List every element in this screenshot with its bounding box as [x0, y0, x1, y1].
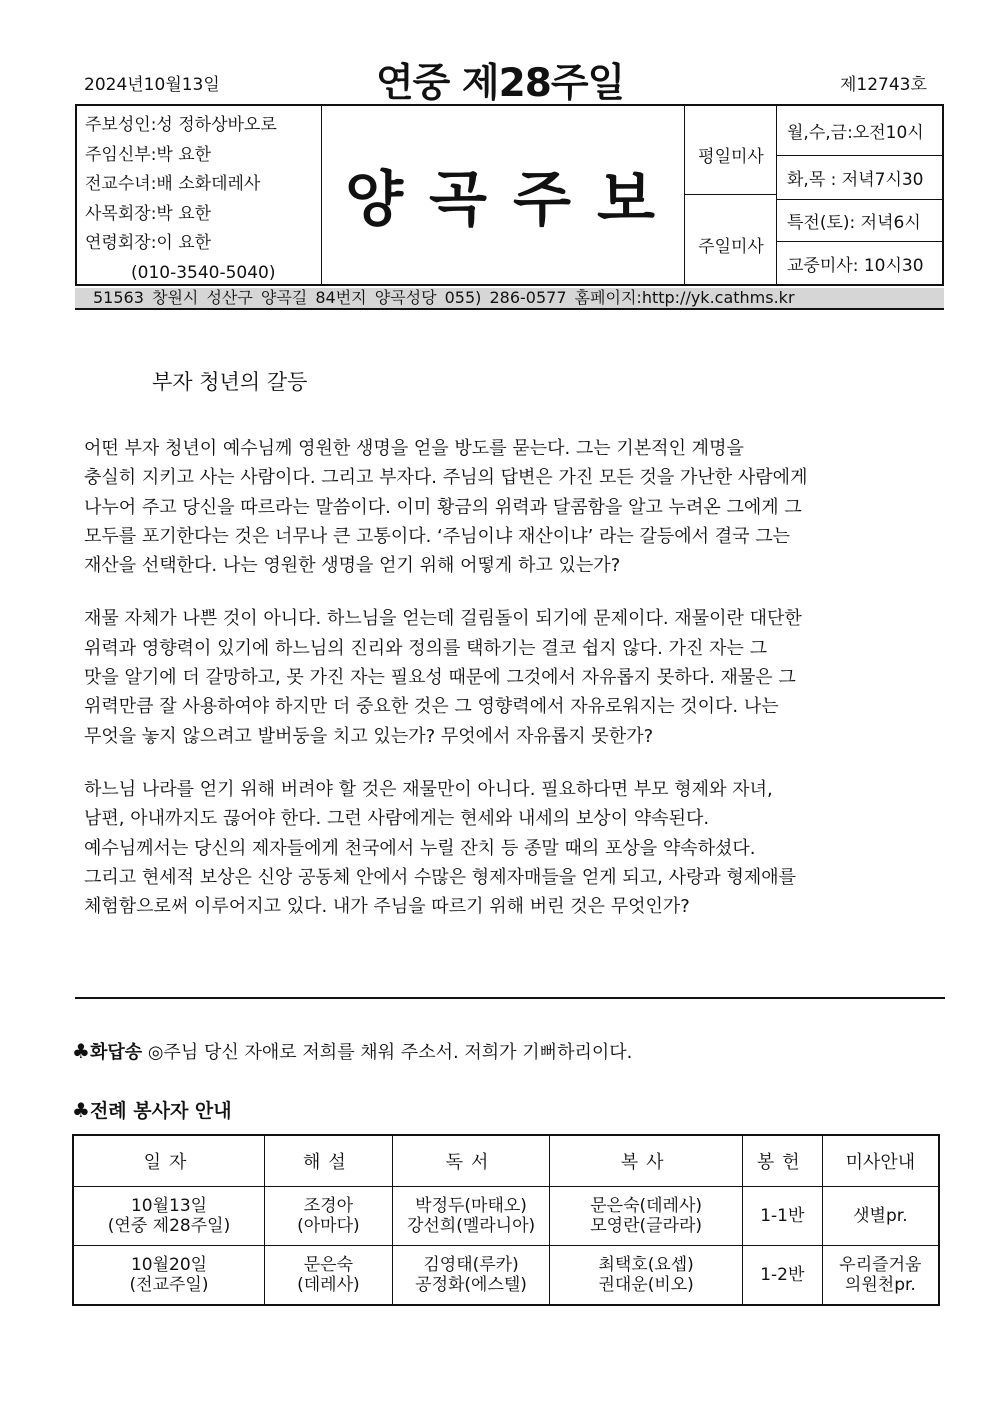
staff-list — [77, 106, 322, 284]
staff-phone: (010-3540-5040) — [131, 262, 276, 283]
psalm-text: ◎주님 당신 자애로 저희를 채워 주소서. 저희가 기뻐하리이다. — [142, 1042, 633, 1063]
staff-council-president: 사목회장:박 요한 — [85, 203, 212, 224]
cell-commentary: 조경아 (아마다) — [265, 1187, 393, 1246]
column-header-altar: 복사 — [550, 1135, 743, 1187]
issue-number: 제12743호 — [840, 75, 927, 95]
mass-time-main: 교중미사: 10시30 — [787, 255, 924, 276]
table-row — [73, 1187, 939, 1246]
staff-funeral-president: 연령회장:이 요한 — [85, 233, 212, 254]
weekday-mass-label: 평일미사 — [698, 147, 764, 167]
staff-patron-saint: 주보성인:성 정하상바오로 — [85, 115, 277, 135]
cell-mass-guide: 샛별pr. — [822, 1187, 939, 1246]
section-divider — [75, 997, 945, 999]
club-icon: ♣ — [72, 1098, 90, 1122]
cell-mass-guide: 우리즐거움 의원천pr. — [822, 1246, 939, 1306]
cell-reading: 김영태(루카) 공정화(에스텔) — [392, 1246, 550, 1306]
club-icon: ♣ — [72, 1039, 90, 1063]
server-guide-label: 전례 봉사자 안내 — [89, 1100, 232, 1122]
mass-time-saturday: 특전(토): 저녁6시 — [777, 200, 942, 242]
cell-date: 10월13일 (연중 제28주일) — [73, 1187, 265, 1246]
cell-offering: 1-2반 — [742, 1246, 822, 1306]
server-table — [72, 1134, 940, 1306]
cell-date: 10월20일 (전교주일) — [73, 1246, 265, 1306]
psalm-label: 화답송 — [89, 1042, 143, 1063]
column-header-date: 일자 — [73, 1135, 265, 1187]
responsorial-psalm — [72, 1038, 632, 1064]
staff-sister: 전교수녀:배 소화데레사 — [85, 174, 261, 195]
article-paragraph: 재물 자체가 나쁜 것이 아니다. 하느님을 얻는데 걸림돌이 되기에 문제이다. 재물이란 대단한 위력과 영향력이 있기에 하느님의 진리와 정의를 택하기는 결코 쉽지 않다. 가진 자는 그 맛을 알기에 더 갈망하고, 못 가진 자는 필요성 때문에 그것에서 자유롭지 못하다. 재물은 그 위력만큼 잘 사용하여야 하지만 더 중요한 것은 그 영향력에서 자유로워지는 것이다. 나는 무엇을 놓지 않으려고 발버둥을 치고 있는가? 무엇에서 자유롭지 못한가? — [84, 608, 802, 747]
column-header-offering: 봉헌 — [742, 1135, 822, 1187]
column-header-commentary: 해설 — [265, 1135, 393, 1187]
issue-date: 2024년10월13일 — [84, 75, 220, 95]
cell-altar: 문은숙(데레사) 모영란(글라라) — [550, 1187, 743, 1246]
article-paragraph: 어떤 부자 청년이 예수님께 영원한 생명을 얻을 방도를 묻는다. 그는 기본적인 계명을 충실히 지키고 사는 사람이다. 그리고 부자다. 주님의 답변은 가진 모든 것을 가난한 사람에게 나누어 주고 당신을 따르라는 말씀이다. 이미 황금의 위력과 달콤함을 알고 누려온 그에게 그 모두를 포기한다는 것은 너무나 큰 고통이다. ‘주님이냐 재산이냐’ 라는 갈등에서 결국 그는 재산을 선택한다. 나는 영원한 생명을 얻기 위해 어떻게 하고 있는가? — [84, 438, 808, 577]
issue-title: 연중 제28주일 — [376, 61, 625, 106]
paper-name: 양곡주보 — [322, 106, 685, 284]
mass-divider — [685, 194, 777, 195]
table-row — [73, 1246, 939, 1306]
sunday-mass-label: 주일미사 — [698, 237, 764, 257]
cell-commentary: 문은숙 (데레사) — [265, 1246, 393, 1306]
masthead-box — [75, 104, 944, 286]
cell-offering: 1-1반 — [742, 1187, 822, 1246]
column-header-mass-guide: 미사안내 — [822, 1135, 939, 1187]
cell-altar: 최택호(요셉) 권대운(비오) — [550, 1246, 743, 1306]
mass-times — [777, 106, 942, 284]
article-body — [84, 434, 944, 945]
cell-reading: 박정두(마태오) 강선희(멜라니아) — [392, 1187, 550, 1246]
mass-time-mwf: 월,수,금:오전10시 — [777, 106, 942, 156]
mass-time-tt: 화,목 : 저녁7시30 — [777, 156, 942, 200]
table-header-row — [73, 1135, 939, 1187]
address-bar: 51563 창원시 성산구 양곡길 84번지 양곡성당 055) 286-0577 홈페이지:http://yk.cathms.kr — [75, 288, 944, 310]
column-header-reading: 독서 — [392, 1135, 550, 1187]
mass-labels — [685, 106, 777, 284]
server-guide-title — [72, 1096, 232, 1123]
article-paragraph: 하느님 나라를 얻기 위해 버려야 할 것은 재물만이 아니다. 필요하다면 부모 형제와 자녀, 남편, 아내까지도 끊어야 한다. 그런 사람에게는 현세와 내세의 보상이 약속된다. 예수님께서는 당신의 제자들에게 천국에서 누릴 잔치 등 종말 때의 포상을 약속하셨다. 그리고 현세적 보상은 신앙 공동체 안에서 수많은 형제자매들을 얻게 되고, 사랑과 형제애를 체험함으로써 이루어지고 있다. 내가 주님을 따르기 위해 버린 것은 무엇인가? — [84, 778, 797, 918]
article-title: 부자 청년의 갈등 — [152, 370, 308, 394]
staff-pastor: 주임신부:박 요한 — [85, 144, 212, 165]
